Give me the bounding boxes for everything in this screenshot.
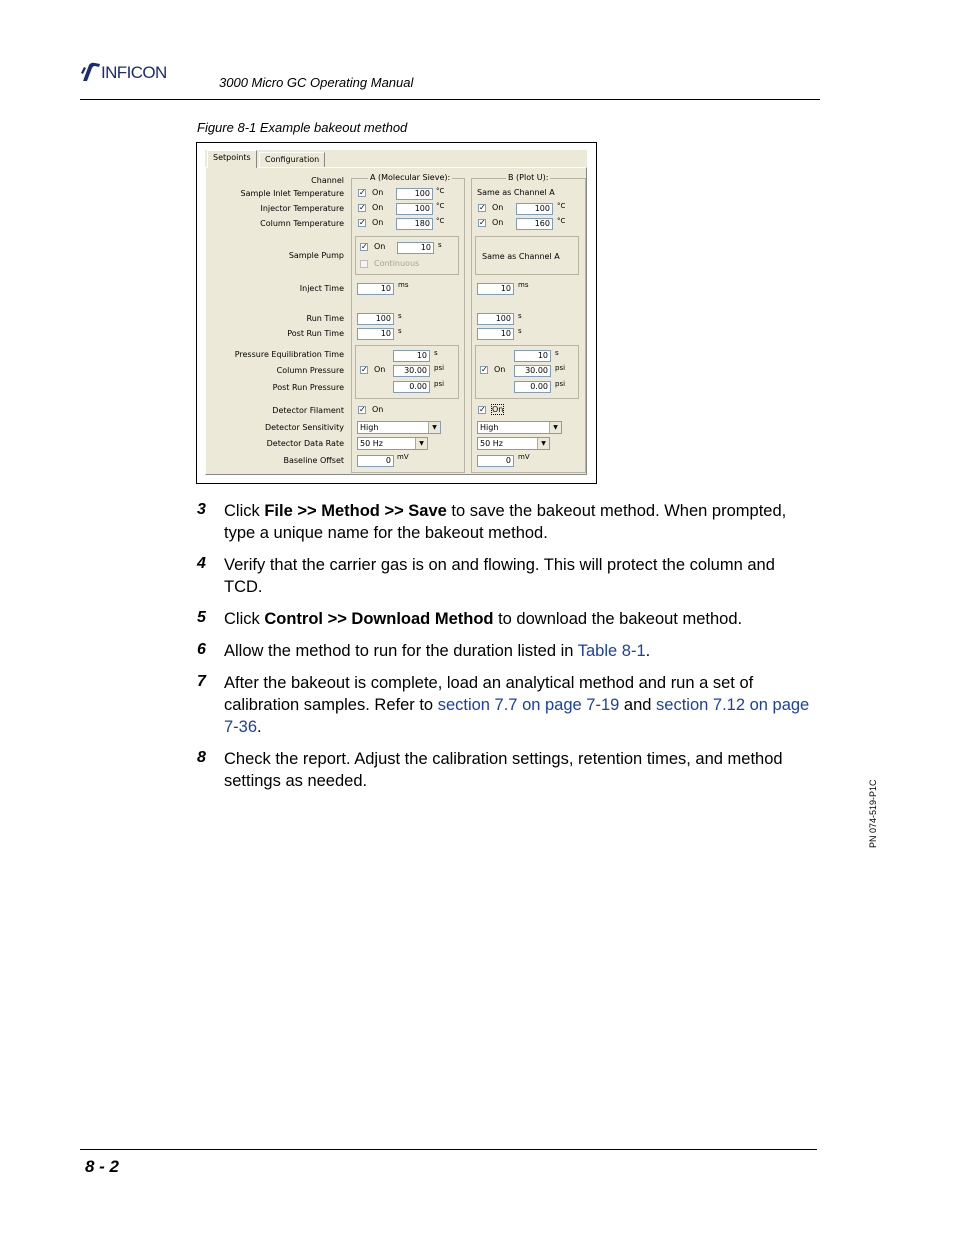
channel-b-data-rate-select[interactable] — [477, 437, 550, 450]
channel-b-pressure-on-label: On — [494, 365, 506, 374]
chevron-down-icon[interactable]: ▼ — [549, 422, 561, 433]
header-divider — [80, 99, 820, 100]
tab-configuration[interactable]: Configuration — [259, 152, 325, 167]
channel-b-post-run-time-input[interactable]: 10 — [477, 328, 514, 340]
channel-a-sensitivity-select[interactable] — [357, 421, 441, 434]
channel-a-baseline-offset-input[interactable]: 0 — [357, 455, 394, 467]
channel-a-inlet-on-checkbox[interactable]: ✓ — [359, 188, 366, 197]
channel-b-injector-on-label: On — [492, 203, 504, 212]
channel-b-column-pressure-input[interactable]: 30.00 — [514, 365, 551, 377]
chevron-down-icon[interactable]: ▼ — [537, 438, 549, 449]
channel-b-inject-time-input[interactable]: 10 — [477, 283, 514, 295]
channel-a-pump-on-checkbox[interactable]: ✓ — [361, 242, 368, 251]
step-number: 7 — [197, 673, 206, 690]
chevron-down-icon[interactable]: ▼ — [415, 438, 427, 449]
channel-a-title: A (Molecular Sieve): — [370, 173, 451, 182]
step-7-text: After the bakeout is complete, load an analytical method and run a set of calibration samples. Refer to section 7.7 on page 7-19 and section 7.12 on page 7-36. — [224, 674, 810, 736]
channel-a-inlet-temp-unit: °C — [436, 187, 445, 195]
channel-a-baseline-offset-unit: mV — [397, 453, 409, 461]
channel-b-sensitivity-select[interactable] — [477, 421, 562, 434]
inficon-logo-icon — [80, 62, 102, 82]
label-sample-pump: Sample Pump — [288, 251, 344, 260]
label-detector-sensitivity: Detector Sensitivity — [264, 423, 344, 432]
channel-a-pressure-eq-time-input[interactable]: 10 — [393, 350, 430, 362]
channel-a-run-time-unit: s — [398, 312, 402, 320]
step-4-text: Verify that the carrier gas is on and flowing. This will protect the column and TCD. — [224, 556, 775, 596]
label-baseline-offset: Baseline Offset — [283, 456, 344, 465]
step-8-text: Check the report. Adjust the calibration settings, retention times, and method settings as needed. — [224, 750, 783, 790]
channel-b-pump-same-as-a: Same as Channel A — [482, 252, 560, 261]
channel-b-inject-time-unit: ms — [518, 281, 529, 289]
channel-a-continuous-checkbox[interactable] — [360, 260, 368, 268]
channel-a-injector-temp-unit: °C — [436, 202, 445, 210]
channel-b-injector-temp-unit: °C — [557, 202, 566, 210]
tab-setpoints[interactable]: Setpoints — [207, 150, 257, 168]
channel-b-post-run-pressure-unit: psi — [555, 380, 566, 388]
channel-a-inlet-temp-input[interactable]: 100 — [396, 188, 433, 200]
label-sample-inlet-temp: Sample Inlet Temperature — [240, 189, 344, 198]
channel-a-filament-label: On — [372, 405, 384, 414]
channel-a-column-temp-unit: °C — [436, 217, 445, 225]
channel-b-filament-label: On — [492, 405, 504, 414]
footer-divider — [80, 1149, 817, 1150]
label-post-run-time: Post Run Time — [287, 329, 344, 338]
channel-a-inject-time-input[interactable]: 10 — [357, 283, 394, 295]
page-number: 8 - 2 — [85, 1157, 120, 1176]
figure-caption: Figure 8-1 Example bakeout method — [197, 120, 408, 135]
channel-a-column-pressure-input[interactable]: 30.00 — [393, 365, 430, 377]
channel-b-run-time-input[interactable]: 100 — [477, 313, 514, 325]
channel-a-column-on-label: On — [372, 218, 384, 227]
channel-b-title: B (Plot U): — [508, 173, 549, 182]
inficon-logo — [80, 60, 198, 86]
section-7-12-link[interactable]: section 7.12 on page 7-36 — [224, 696, 810, 736]
label-pressure-eq-time: Pressure Equilibration Time — [234, 350, 344, 359]
channel-a-sensitivity-value: High — [360, 423, 379, 432]
channel-a-post-run-pressure-input[interactable]: 0.00 — [393, 381, 430, 393]
channel-b-filament-checkbox[interactable]: ✓ — [479, 405, 486, 414]
channel-a-post-run-pressure-unit: psi — [434, 380, 445, 388]
channel-a-column-pressure-unit: psi — [434, 364, 445, 372]
channel-a-filament-checkbox[interactable]: ✓ — [359, 405, 366, 414]
label-inject-time: Inject Time — [299, 284, 344, 293]
channel-a-injector-on-checkbox[interactable]: ✓ — [359, 203, 366, 212]
channel-b-injector-temp-input[interactable]: 100 — [516, 203, 553, 215]
channel-a-pump-on-label: On — [374, 242, 386, 251]
channel-b-run-time-unit: s — [518, 312, 522, 320]
step-number: 6 — [197, 641, 206, 658]
label-post-run-pressure: Post Run Pressure — [272, 383, 344, 392]
channel-a-injector-on-label: On — [372, 203, 384, 212]
channel-a-pressure-eq-time-unit: s — [434, 349, 438, 357]
part-number: PN 074-519-P1C — [868, 779, 878, 848]
channel-b-injector-on-checkbox[interactable]: ✓ — [479, 203, 486, 212]
channel-a-injector-temp-input[interactable]: 100 — [396, 203, 433, 215]
channel-b-baseline-offset-unit: mV — [518, 453, 530, 461]
channel-b-baseline-offset-input[interactable]: 0 — [477, 455, 514, 467]
step-number: 3 — [197, 501, 206, 518]
channel-a-data-rate-select[interactable] — [357, 437, 428, 450]
channel-a-continuous-label: Continuous — [374, 259, 420, 268]
step-3-text: Click File >> Method >> Save to save the bakeout method. When prompted, type a unique name for the bakeout method. — [224, 502, 787, 542]
channel-a-run-time-input[interactable]: 100 — [357, 313, 394, 325]
manual-title: 3000 Micro GC Operating Manual — [219, 75, 414, 90]
channel-b-column-temp-input[interactable]: 160 — [516, 218, 553, 230]
channel-a-post-run-time-unit: s — [398, 327, 402, 335]
channel-b-post-run-pressure-input[interactable]: 0.00 — [514, 381, 551, 393]
channel-b-pressure-on-checkbox[interactable]: ✓ — [481, 365, 488, 374]
logo-wordmark: INFICON — [101, 63, 167, 82]
channel-b-sensitivity-value: High — [480, 423, 499, 432]
channel-b-pressure-eq-time-unit: s — [555, 349, 559, 357]
table-8-1-link[interactable]: Table 8-1 — [577, 642, 646, 660]
channel-b-pressure-eq-time-input[interactable]: 10 — [514, 350, 551, 362]
channel-a-pressure-on-label: On — [374, 365, 386, 374]
chevron-down-icon[interactable]: ▼ — [428, 422, 440, 433]
label-column-pressure: Column Pressure — [276, 366, 344, 375]
channel-a-pump-time-unit: s — [438, 241, 442, 249]
channel-b-data-rate-value: 50 Hz — [480, 439, 503, 448]
channel-a-inject-time-unit: ms — [398, 281, 409, 289]
channel-b-column-on-label: On — [492, 218, 504, 227]
step-5-text: Click Control >> Download Method to download the bakeout method. — [224, 610, 743, 628]
step-6-text: Allow the method to run for the duration listed in Table 8-1. — [224, 642, 651, 660]
channel-b-column-temp-unit: °C — [557, 217, 566, 225]
label-run-time: Run Time — [306, 314, 344, 323]
channel-a-column-temp-input[interactable]: 180 — [396, 218, 433, 230]
channel-a-post-run-time-input[interactable]: 10 — [357, 328, 394, 340]
channel-a-data-rate-value: 50 Hz — [360, 439, 383, 448]
step-number: 5 — [197, 609, 206, 626]
method-dialog — [205, 150, 587, 475]
label-detector-filament: Detector Filament — [272, 406, 344, 415]
channel-a-column-on-checkbox[interactable]: ✓ — [359, 218, 366, 227]
channel-a-pressure-on-checkbox[interactable]: ✓ — [361, 365, 368, 374]
channel-b-post-run-time-unit: s — [518, 327, 522, 335]
channel-b-column-on-checkbox[interactable]: ✓ — [479, 218, 486, 227]
step-number: 4 — [197, 555, 206, 572]
label-detector-data-rate: Detector Data Rate — [266, 439, 344, 448]
channel-b-inlet-same-as-a: Same as Channel A — [477, 188, 555, 197]
channel-a-pump-time-input[interactable]: 10 — [397, 242, 434, 254]
label-channel: Channel — [311, 176, 344, 185]
section-7-7-link[interactable]: section 7.7 on page 7-19 — [437, 696, 620, 714]
step-number: 8 — [197, 749, 206, 766]
label-injector-temp: Injector Temperature — [260, 204, 344, 213]
label-column-temp: Column Temperature — [260, 219, 344, 228]
channel-b-column-pressure-unit: psi — [555, 364, 566, 372]
channel-a-inlet-on-label: On — [372, 188, 384, 197]
